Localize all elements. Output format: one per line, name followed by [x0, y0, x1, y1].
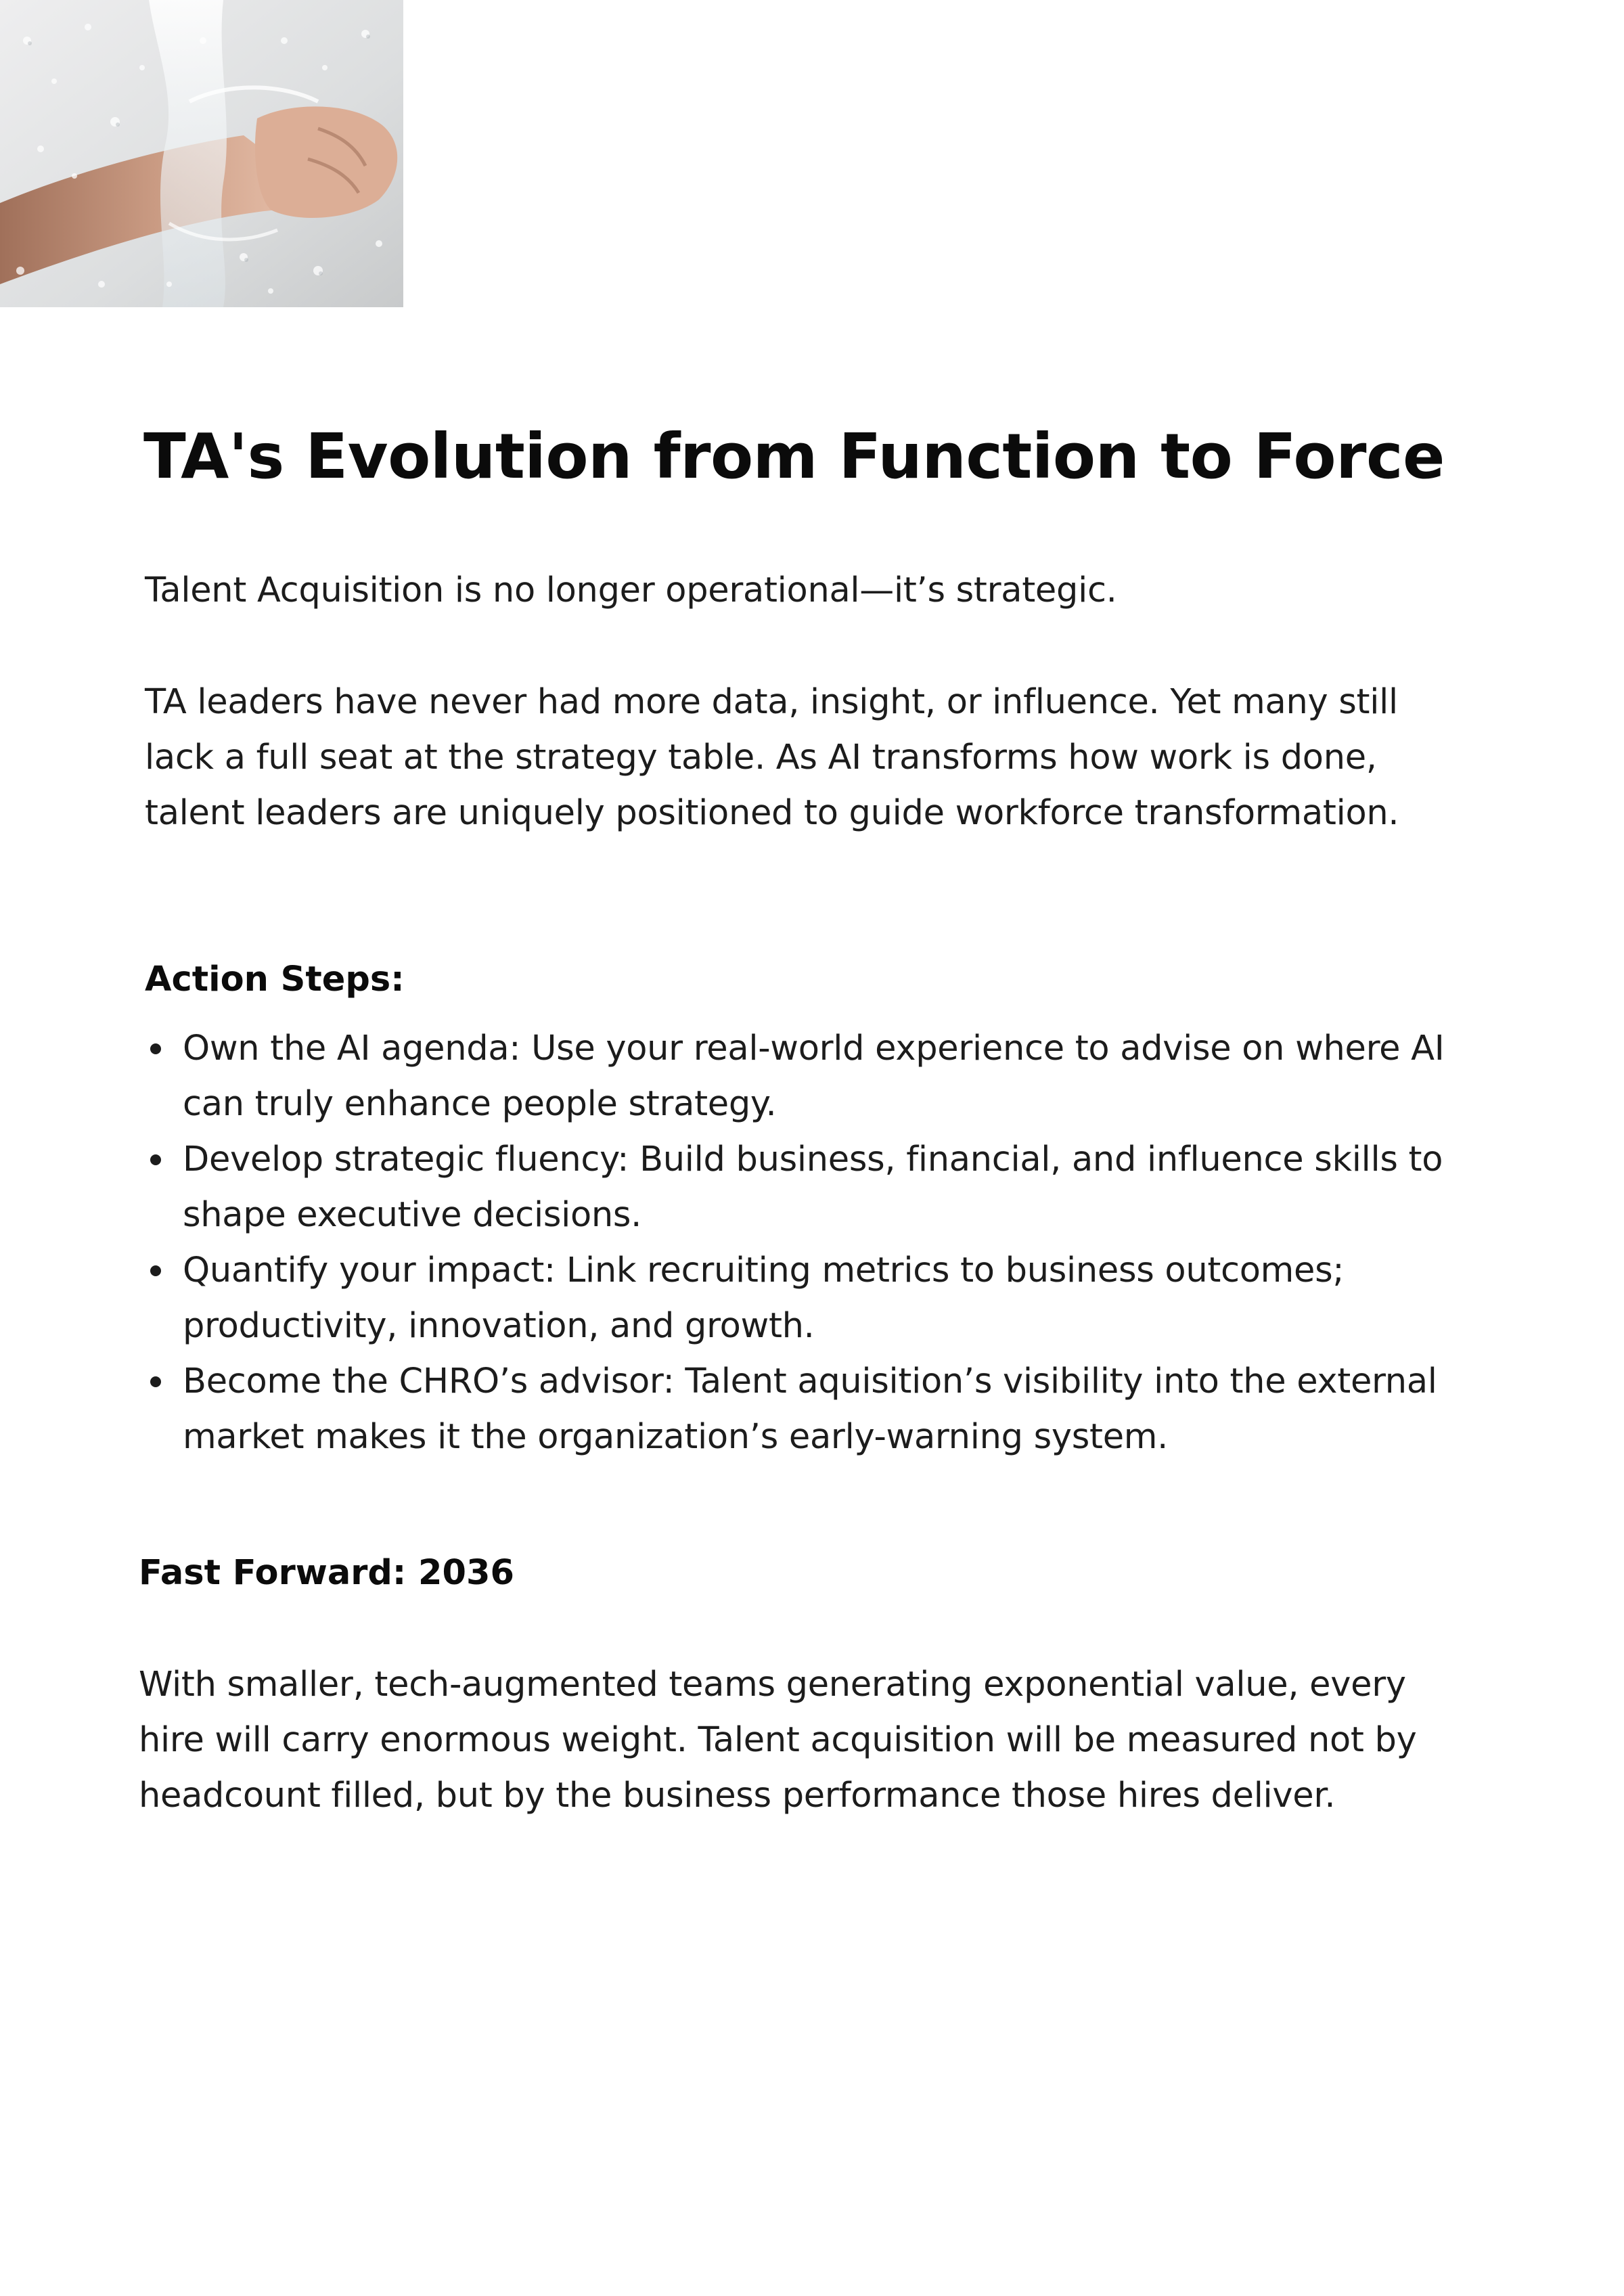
bullet-icon [150, 1376, 161, 1387]
bullet-icon [150, 1265, 161, 1276]
list-item [145, 1021, 1491, 1132]
action-steps-list [145, 1021, 1491, 1465]
list-item [145, 1354, 1491, 1465]
intro-paragraph: Talent Acquisition is no longer operational—it’s strategic. [145, 570, 1117, 610]
action-steps-heading: Action Steps: [145, 960, 405, 999]
list-item [145, 1132, 1491, 1243]
list-item [145, 1243, 1491, 1354]
body-paragraph: TA leaders have never had more data, insight, or influence. Yet many still lack a full seat at the strategy table. As AI transforms how work is done, talent leaders are uniquely positioned to guide workforce transformation. [145, 682, 1399, 833]
list-item-text: Own the AI agenda: Use your real-world experience to advise on where AI can truly enhance people strategy. [183, 1029, 1445, 1124]
bullet-icon [150, 1043, 161, 1054]
fast-forward-paragraph: With smaller, tech-augmented teams generating exponential value, every hire will carry enormous weight. Talent acquisition will be measured not by headcount filled, but by the business performance those hires deliver. [139, 1665, 1417, 1816]
list-item-text: Quantify your impact: Link recruiting metrics to business outcomes; productivity, innovation, and growth. [183, 1251, 1345, 1346]
hero-image [0, 0, 403, 307]
page-title: TA's Evolution from Function to Force [143, 420, 1445, 493]
bullet-icon [150, 1154, 161, 1165]
fast-forward-heading: Fast Forward: 2036 [139, 1553, 514, 1593]
list-item-text: Become the CHRO’s advisor: Talent aquisition’s visibility into the external market makes it the organization’s early-warning system. [183, 1361, 1437, 1457]
list-item-text: Develop strategic fluency: Build business, financial, and influence skills to shape executive decisions. [183, 1140, 1443, 1235]
